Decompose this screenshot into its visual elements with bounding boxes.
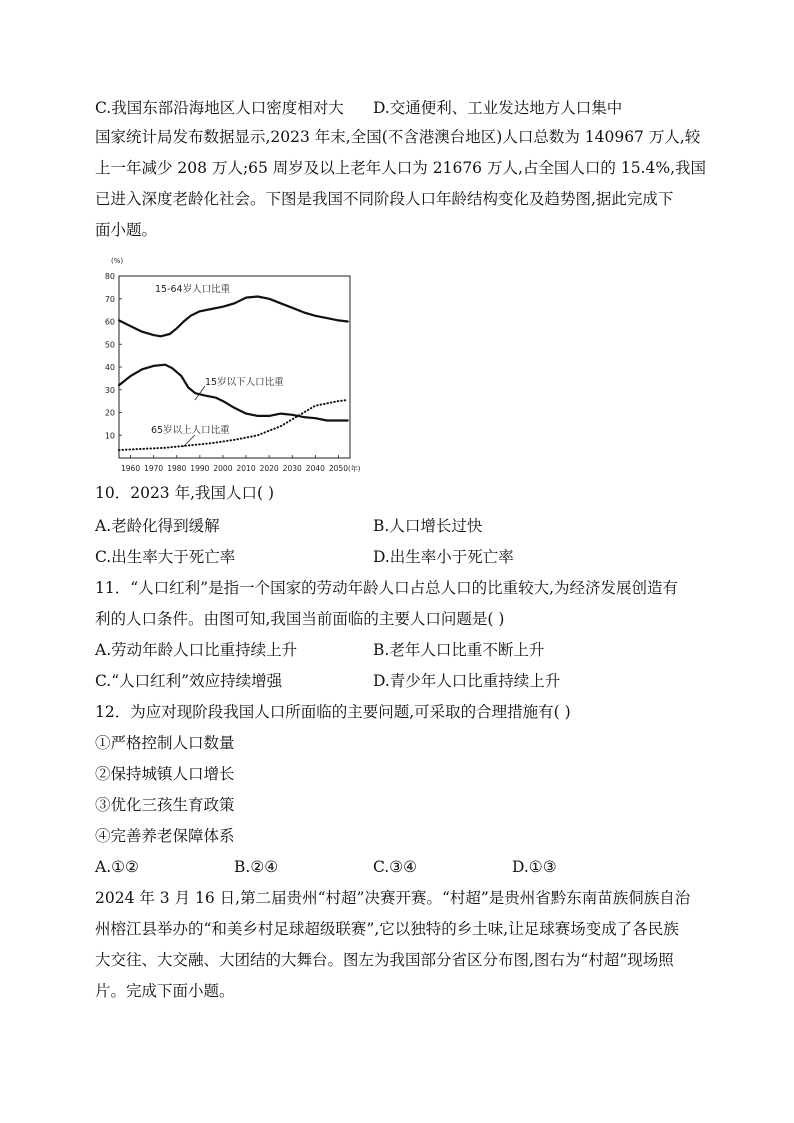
q11-option-d: D.青少年人口比重持续上升 <box>373 672 561 690</box>
q10-option-a: A.老龄化得到缓解 <box>95 517 220 535</box>
q10-stem: 10．2023 年,我国人口( ) <box>95 484 275 502</box>
intro-line-4: 面小题。 <box>95 221 158 239</box>
y-tick-label: 40 <box>104 363 115 372</box>
prev-option-c: C.我国东部沿海地区人口密度相对大 <box>95 99 344 117</box>
q12-item-1: ①严格控制人口数量 <box>95 734 235 752</box>
q10-option-c: C.出生率大于死亡率 <box>95 548 236 566</box>
y-tick-label: 70 <box>104 294 115 304</box>
x-tick-label: 2050 <box>328 464 348 473</box>
x-tick-label: 2000 <box>213 464 233 473</box>
y-tick-label: 60 <box>104 317 115 327</box>
q12-item-3: ③优化三孩生育政策 <box>95 796 235 814</box>
outro-line-2: 州榕江县举办的“和美乡村足球超级联赛”,它以独特的乡土味,让足球赛场变成了各民族 <box>95 920 679 938</box>
q12-item-2: ②保持城镇人口增长 <box>95 765 235 783</box>
y-tick-label: 20 <box>104 408 115 418</box>
series-label-65-plus: 65岁以上人口比重 <box>151 425 230 436</box>
intro-line-3: 已进入深度老龄化社会。下图是我国不同阶段人口年龄结构变化及趋势图,据此完成下 <box>95 190 674 208</box>
q11-stem-line-2: 利的人口条件。由图可知,我国当前面临的主要人口问题是( ) <box>95 610 505 628</box>
y-tick-label: 30 <box>104 385 115 395</box>
x-tick-label: 2030 <box>282 464 302 473</box>
series-label-15-64: 15-64岁人口比重 <box>155 284 231 295</box>
series-line-under-15 <box>119 365 348 421</box>
x-tick-label: 2040 <box>305 464 325 473</box>
intro-line-2: 上一年减少 208 万人;65 周岁及以上老年人口为 21676 万人,占全国人口的 15.4%,我国 <box>95 159 706 177</box>
x-tick-label: 1970 <box>144 464 164 473</box>
population-structure-chart <box>95 252 375 480</box>
q12-option-b: B.②④ <box>234 858 279 876</box>
prev-option-d: D.交通便利、工业发达地方人口集中 <box>373 99 623 117</box>
q10-option-b: B.人口增长过快 <box>373 517 483 535</box>
q12-option-a: A.①② <box>95 858 139 876</box>
q12-option-d: D.①③ <box>512 858 557 876</box>
x-tick-label: 1980 <box>167 464 187 473</box>
q10-option-d: D.出生率小于死亡率 <box>373 548 514 566</box>
outro-line-3: 大交往、大交融、大团结的大舞台。图左为我国部分省区分布图,图右为“村超”现场照 <box>95 951 674 969</box>
x-tick-label: 2020 <box>259 464 279 473</box>
q11-option-a: A.劳动年龄人口比重持续上升 <box>95 641 298 659</box>
y-tick-label: 50 <box>104 340 115 350</box>
q11-option-b: B.老年人口比重不断上升 <box>373 641 545 659</box>
q12-option-c: C.③④ <box>373 858 418 876</box>
y-tick-label: 80 <box>104 272 115 281</box>
intro-line-1: 国家统计局发布数据显示,2023 年末,全国(不含港澳台地区)人口总数为 140967 万人,较 <box>95 128 701 146</box>
x-tick-label: 1960 <box>121 464 141 473</box>
outro-line-4: 片。完成下面小题。 <box>95 982 235 1000</box>
series-line-15-64 <box>119 297 348 337</box>
series-label-under-15: 15岁以下人口比重 <box>205 377 284 388</box>
q12-stem: 12．为应对现阶段我国人口所面临的主要问题,可采取的合理措施有( ) <box>95 703 571 721</box>
x-tick-label: 1990 <box>190 464 210 473</box>
q11-stem-line-1: 11．“人口红利”是指一个国家的劳动年龄人口占总人口的比重较大,为经济发展创造有 <box>95 579 679 597</box>
x-unit-label: (年) <box>348 465 361 473</box>
x-tick-label: 2010 <box>236 464 256 473</box>
q12-item-4: ④完善养老保障体系 <box>95 827 235 845</box>
outro-line-1: 2024 年 3 月 16 日,第二届贵州“村超”决赛开赛。“村超”是贵州省黔东南苗族侗族自治 <box>95 889 691 907</box>
y-unit-label: (%) <box>111 257 124 265</box>
y-tick-label: 10 <box>104 431 115 441</box>
q11-option-c: C.“人口红利”效应持续增强 <box>95 672 283 690</box>
